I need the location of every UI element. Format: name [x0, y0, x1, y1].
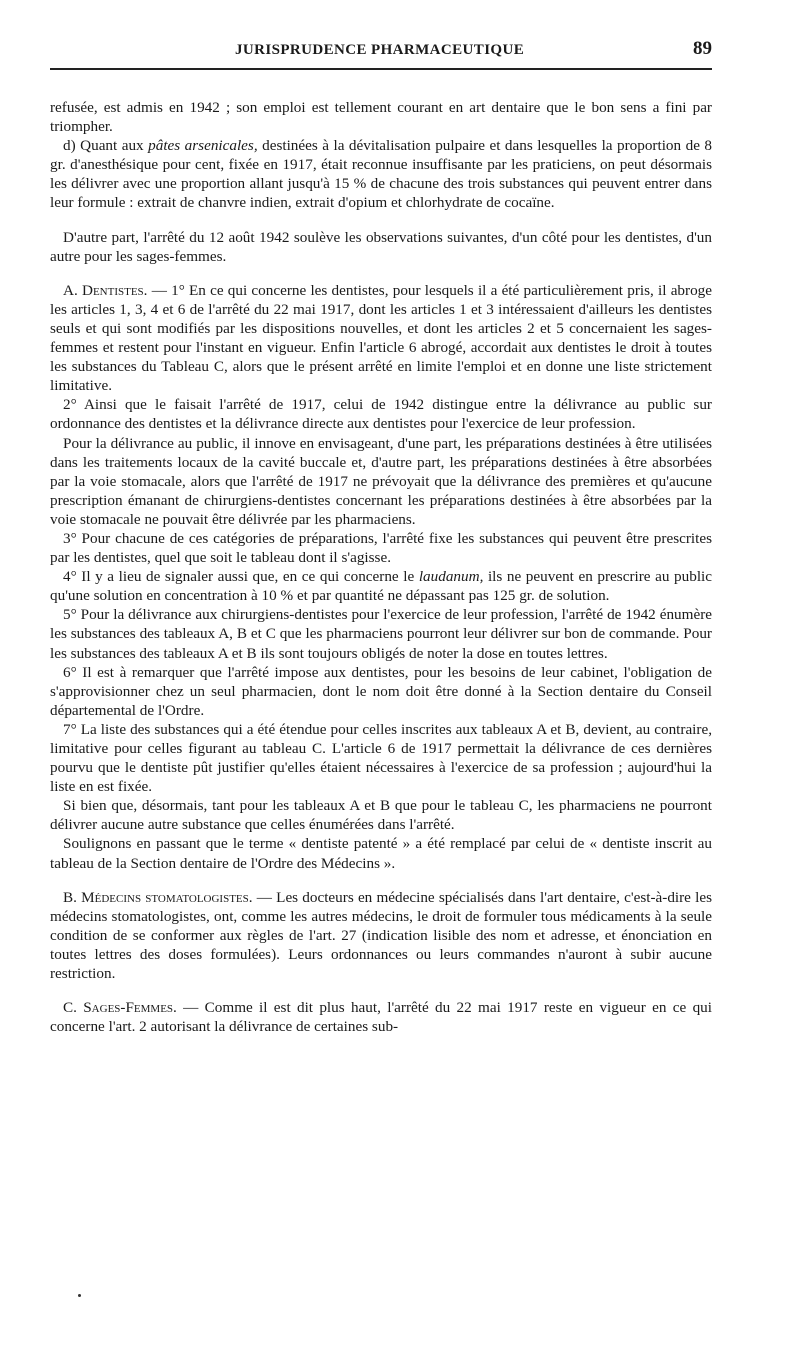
emphasis-pates-arsenicales: pâtes arsenicales, [148, 137, 258, 155]
paragraph-arrete-1942: D'autre part, l'arrêté du 12 août 1942 soulève les observations suivantes, d'un côté pour les dentistes, d'un autre pour les sages-femmes. [50, 228, 712, 265]
section-b-text: — Les docteurs en médecine spécialisés dans l'art dentaire, c'est-à-dire les médecins stomatologistes, ont, comme les autres médecins, le droit de formuler tous médicaments à la seule condition de se conformer aux règles de l'art. 27 (indication lisible des nom et adresse, et énonciation en toutes lettres des doses formulées). Leurs ordonnances ou leurs commandes n'auront à subir aucune restriction. [50, 888, 712, 983]
paragraph-point-7: 7° La liste des substances qui a été étendue pour celles inscrites aux tableaux A et B, devient, au contraire, limitative pour celles figurant au tableau C. L'article 6 de 1917 permettait la délivrance de ces dernières pourvu que le dentiste pût justifier qu'elles étaient nécessaires à l'exercice de sa profession ; aujourd'hui la liste en est fixée. [50, 720, 712, 796]
text-lead: 4° Il y a lieu de signaler aussi que, en ce qui concerne le [63, 568, 419, 586]
section-c-heading: C. Sages-Femmes. [63, 999, 177, 1017]
section-b-stomatologistes [50, 888, 712, 983]
page-header [50, 34, 712, 70]
section-b-heading: B. Médecins stomatologistes. [63, 888, 253, 906]
paragraph-desormais: Si bien que, désormais, tant pour les tableaux A et B que pour le tableau C, les pharmaciens ne pourront délivrer aucune autre substance que celles énumérées dans l'arrêté. [50, 797, 712, 834]
text-rest: destinées à la dévitalisation pulpaire et dans lesquelles la proportion de 8 gr. d'anesthésique pour cent, fixée en 1917, était reconnue insuffisante par les praticiens, on peut désormais les délivrer avec une proportion allant jusqu'à 15 % de chacune des trois substances qui peuvent entrer dans leur formule : extrait de chanvre indien, extrait d'opium et chlorhydrate de cocaïne. [50, 137, 712, 212]
paragraph-continuation: refusée, est admis en 1942 ; son emploi est tellement courant en art dentaire que le bon sens a fini par triompher. [50, 99, 712, 136]
paragraph-point-5: 5° Pour la délivrance aux chirurgiens-dentistes pour l'exercice de leur profession, l'arrêté de 1942 énumère les substances des tableaux A, B et C que les pharmaciens pourront leur délivrer sur bon de commande. Pour les substances des tableaux A et B ils sont toujours obligés de noter la dose en toutes lettres. [50, 606, 712, 662]
paragraph-point-4 [50, 567, 712, 605]
text-lead: d) Quant aux [63, 137, 149, 155]
emphasis-laudanum: laudanum, [418, 568, 484, 586]
section-c-sages-femmes [50, 998, 712, 1036]
section-a-text: — 1° En ce qui concerne les dentistes, pour lesquels il a été particulièrement pris, il abroge les articles 1, 3, 4 et 6 de l'arrêté du 22 mai 1917, dont les articles 1 et 3 intéressaient d'ailleurs les dentistes seuls et qui sont modifiés par les dispositions nouvelles, et dont les articles 2 et 5 concernaient les sages-femmes et restent pour l'instant en vigueur. Enfin l'article 6 abrogé, accordait aux dentistes le droit à toutes les substances du Tableau C, alors que le présent arrêté en limite l'emploi et en donne une liste strictement limitative. [50, 281, 713, 395]
page-number: 89 [693, 38, 712, 59]
paragraph-point-3: 3° Pour chacune de ces catégories de préparations, l'arrêté fixe les substances qui peuvent être prescrites par les dentistes, quel que soit le tableau dont il s'agisse. [50, 529, 712, 567]
paragraph-pates-arsenicales [50, 136, 712, 212]
paragraph-soulignons: Soulignons en passant que le terme « dentiste patenté » a été remplacé par celui de « dentiste inscrit au tableau de la Section dentaire de l'Ordre des Médecins ». [50, 835, 712, 872]
paragraph-point-6: 6° Il est à remarquer que l'arrêté impose aux dentistes, pour les besoins de leur cabinet, l'obligation de s'approvisionner chez un seul pharmacien, dont le nom doit être donné à la Section dentaire du Conseil départemental de l'Ordre. [50, 663, 712, 719]
paragraph-point-2: 2° Ainsi que le faisait l'arrêté de 1917, celui de 1942 distingue entre la délivrance au public sur ordonnance des dentistes et la délivrance directe aux dentistes pour l'exercice de leur profession. [50, 396, 712, 433]
paragraph-delivrance-public: Pour la délivrance au public, il innove en envisageant, d'une part, les préparations destinées à être utilisées dans les traitements locaux de la cavité buccale et, d'autre part, les préparations destinées à être absorbées par la voie stomacale, alors que l'arrêté de 1917 ne prévoyait que la délivrance des premières et qu'aucune prescription émanant de chirurgiens-dentistes concernant les préparations destinées à être absorbées par la voie stomacale ne pouvait être délivrée par les pharmaciens. [50, 434, 712, 528]
section-a-dentistes [50, 281, 712, 396]
text-rest: ils ne peuvent en prescrire au public qu'une solution en concentration à 10 % et par quantité ne dépassant pas 125 gr. de solution. [50, 568, 712, 605]
section-c-text: — Comme il est dit plus haut, l'arrêté du 22 mai 1917 reste en vigueur en ce qui concerne l'art. 2 autorisant la délivrance de certaines sub- [50, 999, 712, 1036]
running-title: JURISPRUDENCE PHARMACEUTIQUE [235, 42, 525, 58]
section-a-heading: A. Dentistes. [63, 281, 148, 299]
print-speck [78, 1294, 81, 1297]
body-text [50, 98, 712, 1036]
